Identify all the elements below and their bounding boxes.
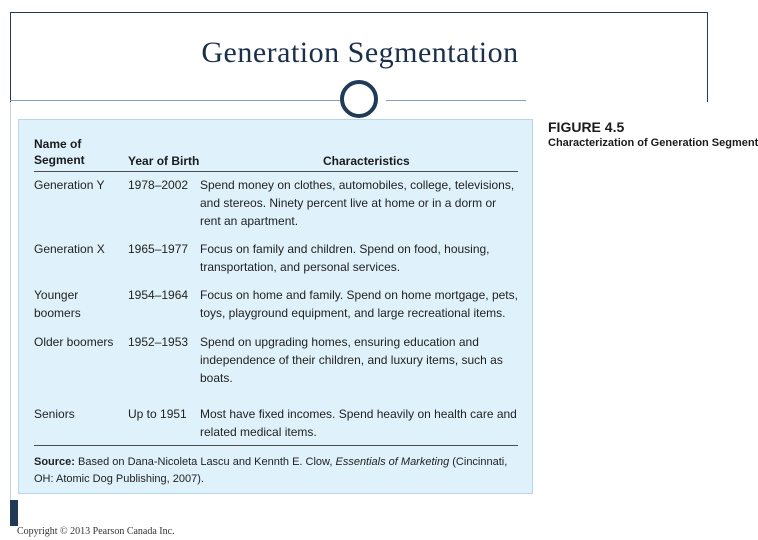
left-accent-bar	[10, 500, 18, 526]
circle-ornament-icon	[340, 80, 378, 118]
source-publisher: (Cincinnati, OH: Atomic Dog Publishing, 2007).	[34, 456, 508, 485]
left-border	[10, 102, 11, 502]
birth-year: 1954–1964	[128, 288, 189, 302]
source-text: Based on Dana-Nicoleta Lascu and Kennth E. Clow,	[78, 456, 333, 468]
slide-title: Generation Segmentation	[201, 36, 519, 69]
segment-table	[18, 119, 533, 494]
header-name: Name of Segment	[34, 137, 85, 167]
header-rule	[34, 171, 518, 172]
segment-name: Younger boomers	[34, 288, 81, 320]
segment-name: Generation X	[34, 242, 105, 256]
segment-name: Older boomers	[34, 335, 114, 349]
title-divider-right	[386, 100, 526, 101]
characteristics: Spend money on clothes, automobiles, college, televisions, and stereos. Ninety percent live at home or in a dorm or rent an apartment.	[200, 178, 515, 228]
figure-caption: Characterization of Generation Segment	[548, 137, 758, 149]
characteristics: Spend on upgrading homes, ensuring education and independence of their children, and luxury items, such as boats.	[200, 335, 503, 385]
birth-year: Up to 1951	[128, 407, 187, 421]
header-year: Year of Birth	[128, 154, 200, 168]
source-book-title: Essentials of Marketing	[335, 456, 450, 468]
characteristics: Most have fixed incomes. Spend heavily on health care and related medical items.	[200, 407, 517, 439]
characteristics: Focus on family and children. Spend on food, housing, transportation, and personal services.	[200, 242, 490, 274]
source-label: Source:	[34, 456, 75, 468]
source-note	[34, 454, 524, 488]
figure-label: FIGURE 4.5	[548, 119, 625, 135]
characteristics: Focus on home and family. Spend on home mortgage, pets, toys, playground equipment, and large recreational items.	[200, 288, 518, 320]
title-divider-left	[10, 100, 340, 101]
birth-year: 1978–2002	[128, 178, 189, 192]
segment-name: Seniors	[34, 407, 75, 421]
birth-year: 1965–1977	[128, 242, 189, 256]
footer-rule	[34, 445, 518, 446]
copyright-notice: Copyright © 2013 Pearson Canada Inc.	[17, 526, 175, 537]
segment-name: Generation Y	[34, 178, 105, 192]
header-characteristics: Characteristics	[323, 154, 410, 168]
birth-year: 1952–1953	[128, 335, 189, 349]
